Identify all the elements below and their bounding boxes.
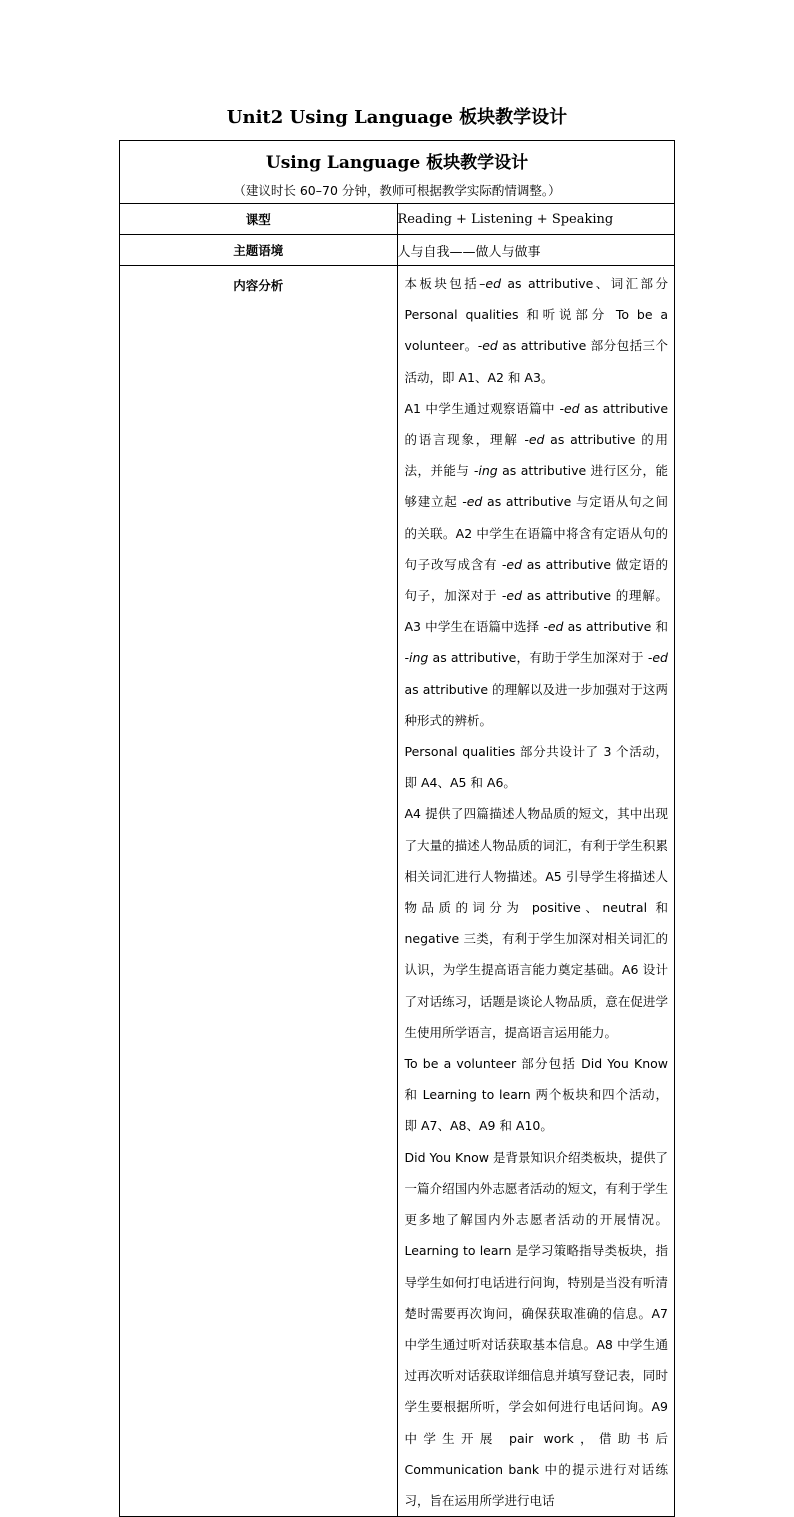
text-run: as attributive 的理解以及进一步加强对于这两种形式的辨析。 xyxy=(404,681,668,728)
content-paragraph-5: To be a volunteer 部分包括 Did You Know 和 Learning to learn 两个板块和四个活动，即 A7、A8、A9 和 A10。 xyxy=(404,1056,668,1134)
text-run: as attributive 与定语从句之间的关联。A2 中学生在语篇中将含有定语从句的句子改写成含有 xyxy=(404,494,668,572)
italic-term: -ed xyxy=(543,619,564,635)
content-paragraph-1 xyxy=(405,268,669,393)
text-run: as attributive，有助于学生加深对于 xyxy=(428,650,648,666)
italic-term: -ed xyxy=(462,494,483,510)
row-value-lesson-type: Reading + Listening + Speaking xyxy=(397,204,675,235)
content-paragraph-2 xyxy=(405,393,669,736)
table-header-subtitle: （建议时长 60–70 分钟，教师可根据教学实际酌情调整。） xyxy=(233,183,561,198)
text-run: as attributive、词汇部分 Personal qualities 和听说部分 To be a volunteer。 xyxy=(404,276,668,354)
content-paragraph-6: Did You Know 是背景知识介绍类板块，提供了一篇介绍国内外志愿者活动的短文，有利于学生更多地了解国内外志愿者活动的开展情况。Learning to learn 是学习策略指导类板块，指导学生如何打电话进行问询，特别是当没有听清楚时需要再次询问，确保获取准确的信息。A7 中学生通过听对话获取基本信息。A8 中学生通过再次听对话获取详细信息并填写登记表，同时学生要根据所听，学会如何进行电话问询。A9 中学生开展 pair work，借助书后 Communication bank 中的提示进行对话练习，旨在运用所学进行电话 xyxy=(404,1149,668,1508)
text-run: 本板块包括 xyxy=(404,276,480,291)
table-row-theme-context xyxy=(120,235,675,266)
lesson-design-table xyxy=(119,140,675,1517)
content-analysis-body xyxy=(397,266,675,1517)
table-header-title: Using Language 板块教学设计 xyxy=(265,153,529,173)
text-run: as attributive 的理解。A3 中学生在语篇中选择 xyxy=(404,588,668,635)
italic-term: -ed xyxy=(477,338,498,354)
content-paragraph-3: Personal qualities 部分共设计了 3 个活动，即 A4、A5 和 A6。 xyxy=(404,744,668,791)
italic-term: -ed xyxy=(501,588,523,604)
table-row-lesson-type xyxy=(120,204,675,235)
italic-term: -ed xyxy=(559,400,580,416)
italic-term: -ing xyxy=(473,463,498,479)
text-run: A1 中学生通过观察语篇中 xyxy=(404,400,560,416)
table-header-row xyxy=(120,141,675,204)
italic-term: -ed xyxy=(501,556,523,572)
text-run: as attributive 进行区分，能够建立起 xyxy=(404,463,668,510)
table-row-content-analysis xyxy=(120,266,675,1517)
italic-term: –ed xyxy=(479,276,501,291)
content-paragraph-4: A4 提供了四篇描述人物品质的短文，其中出现了大量的描述人物品质的词汇，有利于学生积累相关词汇进行人物描述。A5 引导学生将描述人物品质的词分为 positive、neutral 和 negative 三类，有利于学生加深对相关词汇的认识，为学生提高语言能力奠定基础。A6 设计了对话练习，话题是谈论人物品质，意在促进学生使用所学语言，提高语言运用能力。 xyxy=(404,806,668,1040)
text-run: as attributive 做定语的句子，加深对于 xyxy=(404,556,668,604)
text-run: as attributive 的用法，并能与 xyxy=(404,432,668,479)
row-label-content-analysis: 内容分析 xyxy=(120,266,398,1517)
document-title: Unit2 Using Language 板块教学设计 xyxy=(226,107,568,128)
text-run: as attributive 的语言现象，理解 xyxy=(404,400,669,448)
table-header-cell xyxy=(120,141,675,204)
text-run: as attributive 和 xyxy=(563,619,668,635)
italic-term: -ed xyxy=(647,650,668,666)
text-run: as attributive 部分包括三个活动，即 A1、A2 和 A3。 xyxy=(404,338,668,385)
row-label-theme-context: 主题语境 xyxy=(120,235,398,266)
italic-term: -ing xyxy=(404,650,429,666)
italic-term: -ed xyxy=(524,432,545,448)
row-value-theme-context: 人与自我——做人与做事 xyxy=(397,235,675,266)
row-label-lesson-type: 课型 xyxy=(120,204,398,235)
